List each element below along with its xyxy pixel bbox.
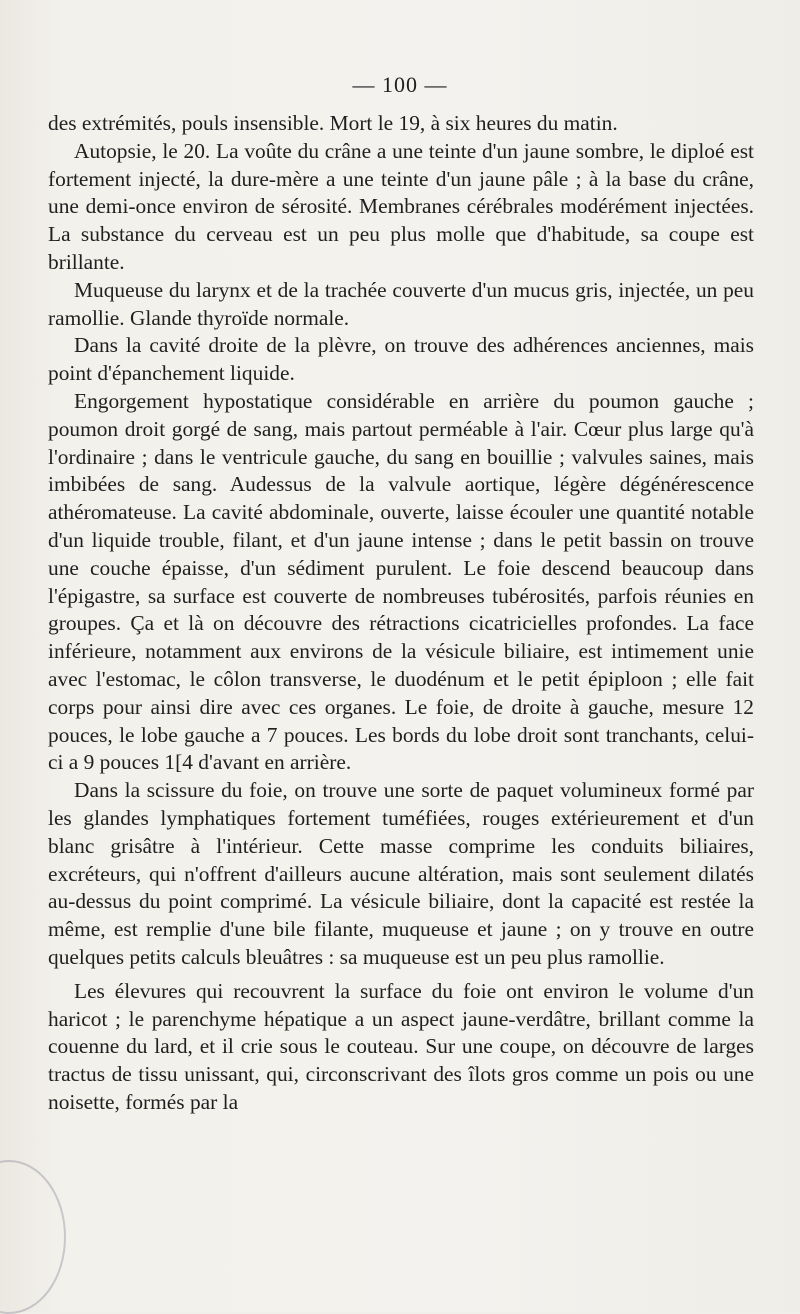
paragraph-1: des extrémités, pouls insensible. Mort le 19, à six heures du matin.	[48, 111, 618, 135]
paragraph-5: Engorgement hypostatique considérable en arrière du poumon gauche ; poumon droit gorgé de sang, mais partout perméable à l'air. Cœur plus large qu'à l'ordinaire ; dans le ventricule gauche, du sang en bouillie ; valvules saines, mais imbibées de sang. Audessus de la valvule aortique, légère dégénérescence athéromateuse. La cavité abdominale, ouverte, laisse écouler une quantité notable d'un liquide trouble, filant, et d'un jaune intense ; dans le petit bassin on trouve une couche épaisse, d'un sédiment purulent. Le foie descend beaucoup dans l'épigastre, sa surface est couverte de nombreuses tubérosités, parfois réunies en groupes. Ça et là on découvre des rétractions cicatricielles profondes. La face inférieure, notamment aux environs de la vésicule biliaire, est intimement unie avec l'estomac, le côlon transverse, le duodénum et le petit épiploon ; elle fait corps pour ainsi dire avec ces organes. Le foie, de droite à gauche, mesure 12 pouces, le lobe gauche a 7 pouces. Les bords du lobe droit sont tranchants, celui-ci a 9 pouces 1[4 d'avant en arrière.	[48, 388, 754, 775]
paragraph-4: Dans la cavité droite de la plèvre, on trouve des adhérences anciennes, mais point d'épanchement liquide.	[48, 333, 754, 386]
page-number: — 100 —	[352, 72, 448, 97]
paragraph-2: Autopsie, le 20. La voûte du crâne a une teinte d'un jaune sombre, le diploé est fortement injecté, la dure-mère a une teinte d'un jaune pâle ; à la base du crâne, une demi-once environ de sérosité. Membranes cérébrales modérément injectées. La substance du cerveau est un peu plus molle que d'habitude, sa coupe est brillante.	[48, 138, 754, 274]
paragraph-3: Muqueuse du larynx et de la trachée couverte d'un mucus gris, injectée, un peu ramollie. Glande thyroïde normale.	[48, 277, 754, 330]
library-stamp	[0, 1160, 66, 1314]
paragraph-6: Dans la scissure du foie, on trouve une sorte de paquet volumineux formé par les glandes lymphatiques fortement tuméfiées, rouges extérieurement et d'un blanc grisâtre à l'intérieur. Cette masse comprime les conduits biliaires, excréteurs, qui n'offrent d'ailleurs aucune altération, mais sont seulement dilatés au-dessus du point comprimé. La vésicule biliaire, dont la capacité est restée la même, est remplie d'une bile filante, muqueuse et jaune ; on y trouve en outre quelques petits calculs bleuâtres : sa muqueuse est un peu plus ramollie.	[48, 778, 754, 969]
paragraph-7: Les élevures qui recouvrent la surface du foie ont environ le volume d'un haricot ; le parenchyme hépatique a un aspect jaune-verdâtre, brillant comme la couenne du lard, et il crie sous le couteau. Sur une coupe, on découvre de larges tractus de tissu unissant, qui, circonscrivant des îlots gros comme un pois ou une noisette, formés par la	[48, 978, 754, 1114]
body-text	[48, 110, 754, 1117]
